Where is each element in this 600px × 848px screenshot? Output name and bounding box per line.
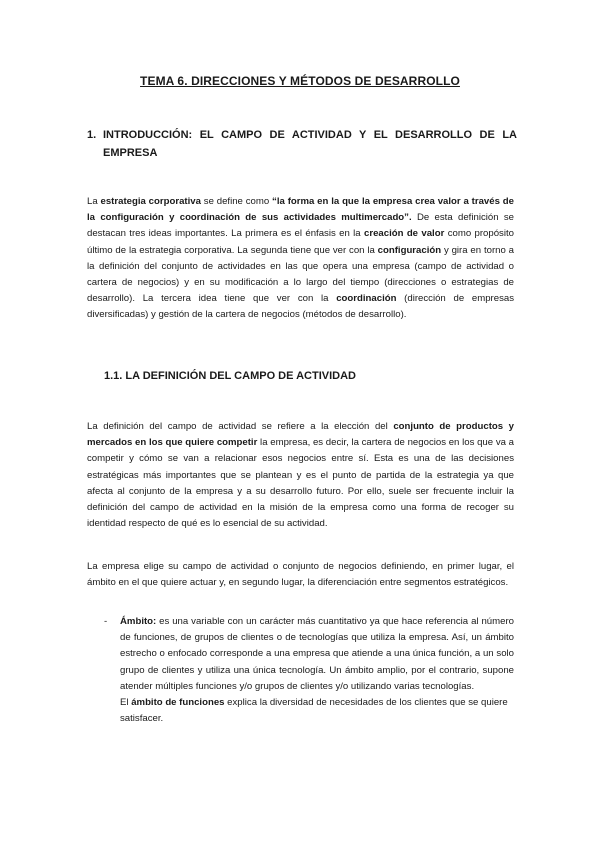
- bold-run: “la forma en la que la empresa crea valor a través de la configuración y coordinación de sus actividades multimercado”.: [87, 196, 514, 224]
- text-run: la empresa, es decir, la cartera de negocios en los que va a competir y cómo se van a relacionar esos negocios entre sí. Esta es una de las decisiones estratégicas más importantes que se plantean y es el punto de partida de la estrategia ya que afecta al conjunto de la empresa y a su desarrollo futuro. Por ello, suele ser frecuente incluir la definición del campo de actividad en la misión de la empresa como una forma de recoger su identidad respecto de qué es lo esencial de su actividad.: [87, 437, 515, 530]
- subsection-heading: 1.1. LA DEFINICIÓN DEL CAMPO DE ACTIVIDAD: [104, 370, 357, 382]
- bold-run: configuración: [377, 244, 442, 256]
- scope-paragraph: La empresa elige su campo de actividad o conjunto de negocios definiendo, en primer lugar, el ámbito en el que quiere actuar y, en segundo lugar, la diferenciación entre segmentos estratégicos.: [87, 561, 514, 589]
- section-heading-1: [87, 126, 517, 162]
- text-run: El: [120, 697, 132, 709]
- text-run: como propósito último de la estrategia corporativa. La segunda tiene que ver con la: [87, 228, 514, 256]
- bold-run: creación de valor: [364, 228, 445, 240]
- bold-run: estrategia corporativa: [100, 196, 201, 207]
- section-title: INTRODUCCIÓN: EL CAMPO DE ACTIVIDAD Y EL DESARROLLO DE LA EMPRESA: [103, 129, 517, 159]
- intro-paragraph: [87, 194, 514, 324]
- text-run: explica la diversidad de necesidades de los clientes que se quiere satisfacer.: [120, 697, 508, 725]
- bold-run: ámbito de funciones: [131, 697, 225, 709]
- text-run: De esta definición se destacan tres ideas importantes. La primera es el énfasis en la: [87, 212, 515, 240]
- text-run: es una variable con un carácter más cuantitativo ya que hace referencia al número de funciones, de grupos de clientes o de tecnologías que utiliza la empresa. Así, un ámbito estrecho o enfocado corresponde a una empresa que atiende a una única función, a un solo grupo de clientes y utiliza una única tecnología. Un ámbito amplio, por el contrario, supone atender múltiples funciones y/o grupos de clientes y/o utilizando varias tecnologías.: [120, 616, 514, 692]
- list-item-subtext: [120, 695, 514, 727]
- bold-run: conjunto de productos y mercados en los que quiere competir: [87, 421, 514, 449]
- text-run: se define como: [200, 196, 273, 207]
- list-item-body: [120, 614, 514, 727]
- text-run: La definición del campo de actividad se refiere a la elección del: [87, 421, 394, 432]
- text-run: La: [87, 196, 101, 207]
- bold-run: coordinación: [336, 293, 397, 305]
- text-run: (dirección de empresas diversificadas) y gestión de la cartera de negocios (métodos de desarrollo).: [87, 293, 514, 321]
- text-run: y gira en torno a la definición del conjunto de actividades en las que opera una empresa (campo de actividad o cartera de negocios) y en su modificación a lo largo del tiempo (direcciones o estrategias de desarrollo). La tercera idea tiene que ver con la: [87, 244, 514, 305]
- section-number: 1.: [87, 129, 97, 141]
- document-title: TEMA 6. DIRECCIONES Y MÉTODOS DE DESARROLLO: [140, 74, 460, 88]
- list-bullet: -: [104, 616, 108, 627]
- bold-run: Ámbito:: [120, 616, 157, 627]
- list-item-ambito: [104, 614, 514, 727]
- definition-paragraph: [87, 419, 514, 532]
- list-item-text: [120, 616, 514, 692]
